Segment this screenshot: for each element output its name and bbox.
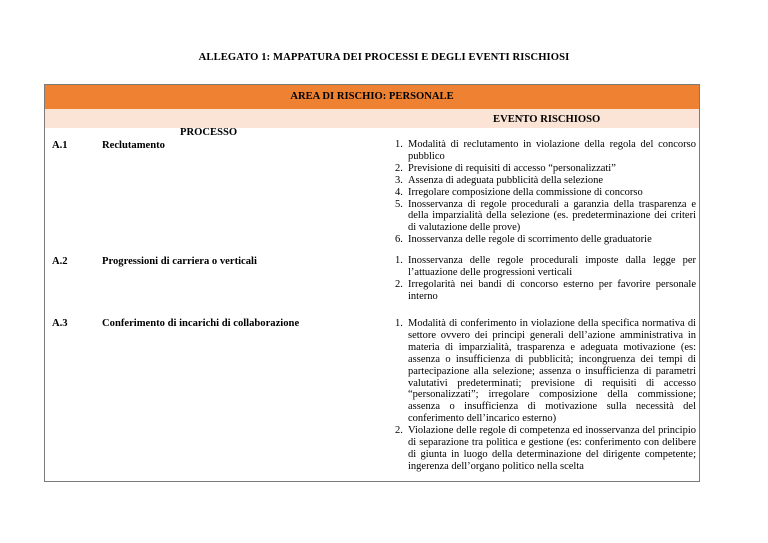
list-item: 1. Modalità di reclutamento in violazione della regola del concorso pubblico	[395, 139, 696, 162]
list-item: 3. Assenza di adeguata pubblicità della selezione	[395, 174, 604, 186]
event-list-a3	[386, 318, 696, 473]
row-code-a1: A.1	[52, 140, 68, 151]
risk-mapping-table	[44, 84, 700, 482]
document-title: ALLEGATO 1: MAPPATURA DEI PROCESSI E DEGLI EVENTI RISCHIOSI	[198, 52, 570, 63]
event-text: Modalità di reclutamento in violazione della regola del concorso pubblico	[408, 139, 696, 162]
row-code-a2: A.2	[52, 256, 68, 267]
list-item: 1. Inosservanza delle regole procedurali imposte dalla legge per l’attuazione delle progressioni verticali	[395, 255, 696, 278]
list-item: 4. Irregolare composizione della commissione di concorso	[395, 186, 643, 198]
area-header: AREA DI RISCHIO: PERSONALE	[45, 85, 699, 110]
row-process-reclutamento: Reclutamento	[102, 140, 165, 151]
column-header-process: PROCESSO	[180, 127, 238, 138]
column-header-event: EVENTO RISCHIOSO	[493, 114, 601, 125]
list-item: 1. Modalità di conferimento in violazione della specifica normativa di settore ovvero dei principi generali dell’azione amministrativa in materia di imparzialità, trasparenza e adeguata motivazione (es: assenza o insufficienza di pubblicità; incongruenza dei tempi di partecipazione alla selezione; assenza o insufficienza di parametri valutativi predeterminati; previsione di requisiti di accesso “personalizzati”; irregolare composizione della commissione; assenza o insufficienza di motivazione sulla necessità del conferimento dell’incarico esterno)	[395, 318, 696, 425]
row-code-a3: A.3	[52, 318, 68, 329]
event-text: Previsione di requisiti di accesso “personalizzati”	[408, 162, 616, 174]
event-text: Irregolare composizione della commissione di concorso	[408, 186, 643, 198]
event-text: Violazione delle regole di competenza ed inosservanza del principio di separazione tra politica e gestione (es: conferimento con delibere di giunta in luogo della determinazione del dirigente competente; ingerenza dell’organo politico nella scelta	[408, 425, 696, 472]
row-process-progressioni: Progressioni di carriera o verticali	[102, 256, 257, 267]
list-item: 6. Inosservanza delle regole di scorrimento delle graduatorie	[395, 234, 652, 246]
event-text: Assenza di adeguata pubblicità della selezione	[408, 174, 604, 186]
event-text: Modalità di conferimento in violazione della specifica normativa di settore ovvero dei principi generali dell’azione amministrativa in materia di imparzialità, trasparenza e adeguata motivazione (es: assenza o insufficienza di pubblicità; incongruenza dei tempi di partecipazione alla selezione; assenza o insufficienza di parametri valutativi predeterminati; previsione di requisiti di accesso “personalizzati”; irregolare composizione della commissione; assenza o insufficienza di motivazione sulla necessità del conferimento dell’incarico esterno)	[408, 318, 696, 425]
event-list-a1	[386, 139, 696, 246]
event-list-a2	[386, 255, 696, 303]
event-text: Inosservanza delle regole procedurali imposte dalla legge per l’attuazione delle progressioni verticali	[408, 255, 696, 278]
event-text: Inosservanza delle regole di scorrimento delle graduatorie	[408, 234, 652, 246]
list-item: 2. Irregolarità nei bandi di concorso esterno per favorire personale interno	[395, 278, 696, 302]
list-item: 2. Violazione delle regole di competenza ed inosservanza del principio di separazione tra politica e gestione (es: conferimento con delibere di giunta in luogo della determinazione del dirigente competente; ingerenza dell’organo politico nella scelta	[395, 425, 696, 472]
event-text: Irregolarità nei bandi di concorso esterno per favorire personale interno	[408, 278, 696, 302]
column-header-band	[45, 109, 699, 128]
row-process-incarichi: Conferimento di incarichi di collaborazione	[102, 318, 300, 329]
list-item: 5. Inosservanza di regole procedurali a garanzia della trasparenza e della imparzialità della selezione (es. predeterminazione dei criteri di valutazione delle prove)	[395, 198, 696, 234]
event-text: Inosservanza di regole procedurali a garanzia della trasparenza e della imparzialità della selezione (es. predeterminazione dei criteri di valutazione delle prove)	[408, 198, 696, 234]
list-item: 2. Previsione di requisiti di accesso “personalizzati”	[395, 162, 616, 174]
